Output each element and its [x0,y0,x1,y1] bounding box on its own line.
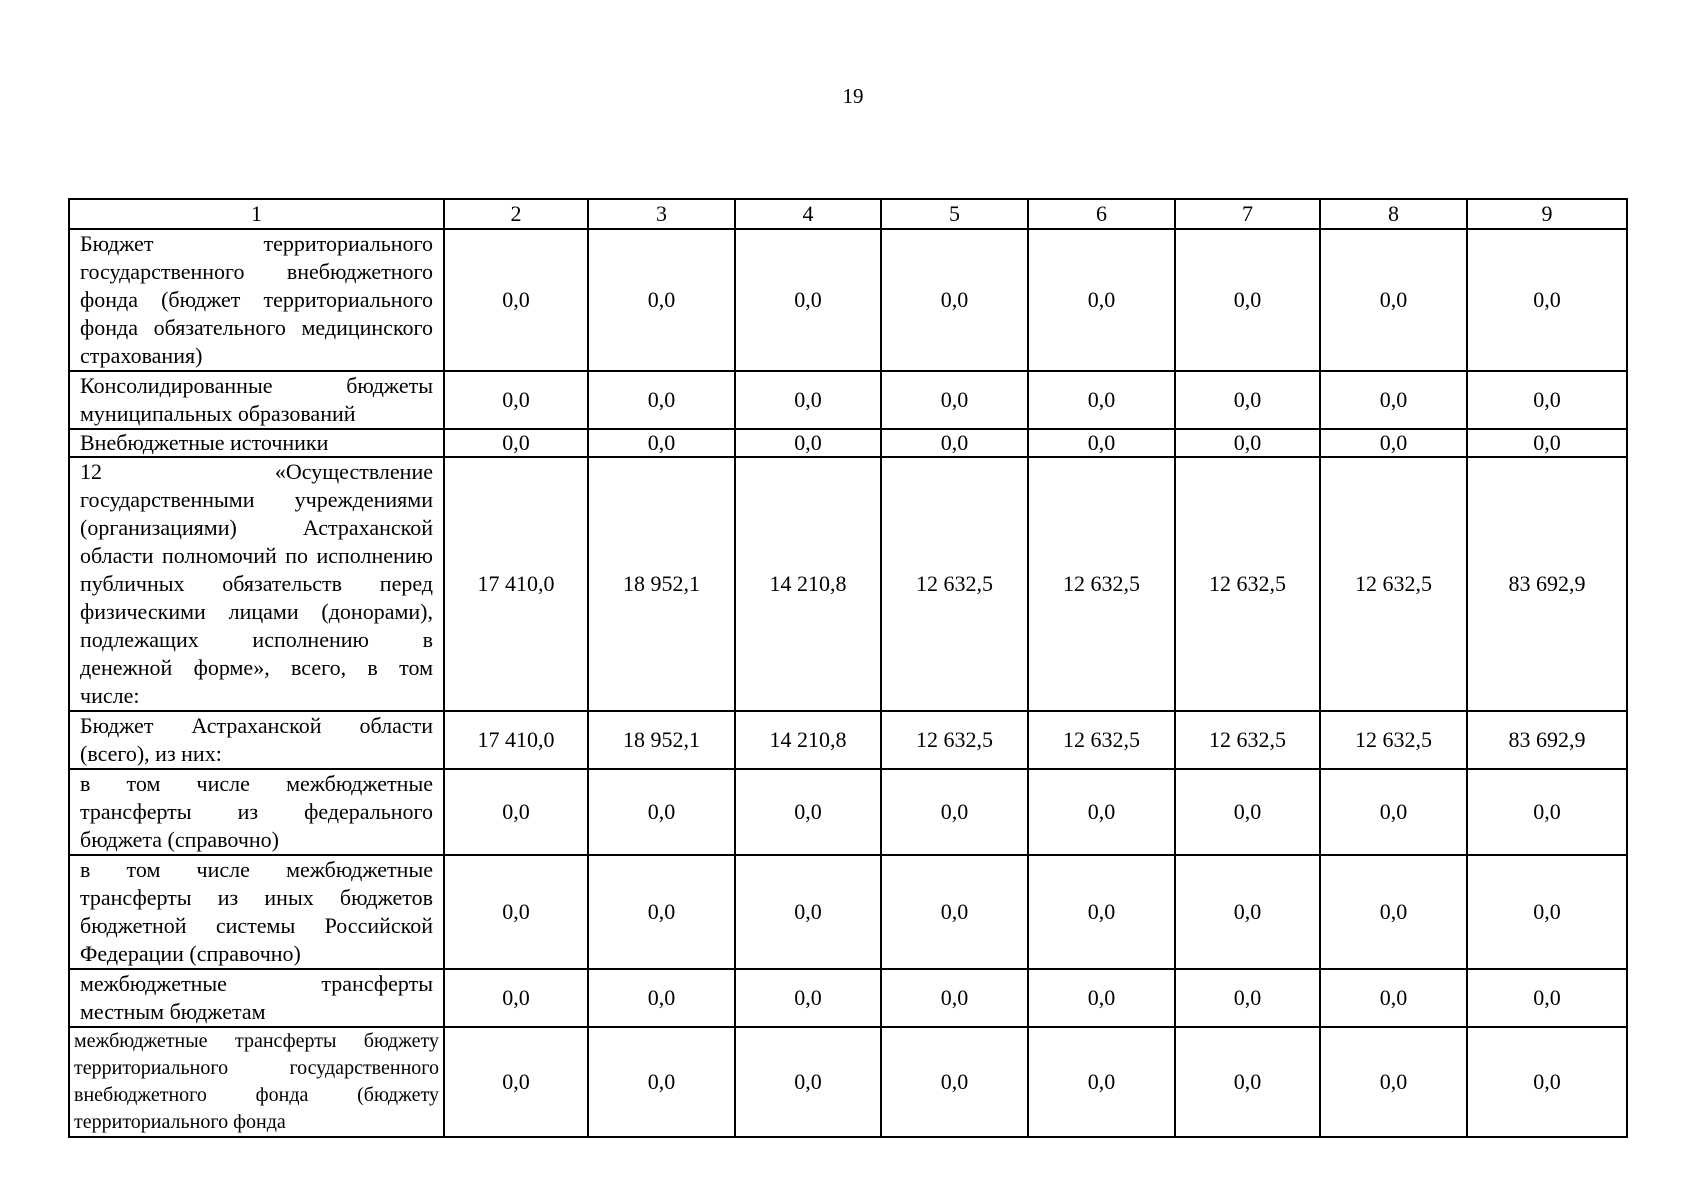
value-cell: 83 692,9 [1467,457,1627,711]
value-cell: 0,0 [1028,969,1175,1027]
value-cell: 0,0 [444,229,588,371]
value-cell: 0,0 [1175,969,1320,1027]
value-cell: 0,0 [735,229,881,371]
value-cell: 0,0 [444,429,588,457]
value-cell: 0,0 [735,371,881,429]
column-header-4: 4 [735,199,881,229]
table-row [69,855,1627,969]
value-cell: 18 952,1 [588,457,735,711]
value-cell: 0,0 [881,1027,1028,1137]
value-cell: 0,0 [1467,769,1627,855]
value-cell: 0,0 [1320,429,1467,457]
value-cell: 0,0 [588,229,735,371]
value-cell: 0,0 [588,371,735,429]
row-label: 12 «Осуществление государственными учреждениями (организациями) Астраханской области полномочий по исполнению публичных обязательств перед физическими лицами (донорами), подлежащих исполнению в денежной форме», всего, в том числе: [69,457,444,711]
value-cell: 0,0 [1467,371,1627,429]
value-cell: 0,0 [881,855,1028,969]
value-cell: 0,0 [1028,1027,1175,1137]
column-header-7: 7 [1175,199,1320,229]
value-cell: 0,0 [1320,969,1467,1027]
value-cell: 0,0 [881,429,1028,457]
value-cell: 0,0 [1175,429,1320,457]
value-cell: 0,0 [444,1027,588,1137]
column-header-2: 2 [444,199,588,229]
row-label: Бюджет Астраханской области (всего), из них: [69,711,444,769]
value-cell: 0,0 [1467,1027,1627,1137]
value-cell: 0,0 [444,371,588,429]
row-label: в том числе межбюджетные трансферты из федерального бюджета (справочно) [69,769,444,855]
table-row [69,969,1627,1027]
value-cell: 0,0 [881,969,1028,1027]
value-cell: 0,0 [1467,969,1627,1027]
value-cell: 0,0 [1467,229,1627,371]
value-cell: 0,0 [881,371,1028,429]
column-header-3: 3 [588,199,735,229]
value-cell: 0,0 [1175,769,1320,855]
value-cell: 12 632,5 [1320,457,1467,711]
table-row [69,429,1627,457]
column-header-5: 5 [881,199,1028,229]
value-cell: 12 632,5 [881,457,1028,711]
value-cell: 12 632,5 [1175,711,1320,769]
value-cell: 18 952,1 [588,711,735,769]
value-cell: 0,0 [1320,769,1467,855]
page-number: 19 [842,84,864,108]
value-cell: 0,0 [1028,229,1175,371]
value-cell: 0,0 [444,769,588,855]
table-header [69,199,1627,229]
row-label: межбюджетные трансферты бюджету территориального государственного внебюджетного фонда (бюджету территориального фонда [69,1027,444,1137]
value-cell: 0,0 [444,969,588,1027]
column-header-9: 9 [1467,199,1627,229]
value-cell: 0,0 [588,1027,735,1137]
value-cell: 0,0 [1175,229,1320,371]
column-header-8: 8 [1320,199,1467,229]
table-row [69,1027,1627,1137]
value-cell: 0,0 [1320,855,1467,969]
header-row [69,199,1627,229]
value-cell: 0,0 [1028,769,1175,855]
value-cell: 0,0 [1320,1027,1467,1137]
value-cell: 83 692,9 [1467,711,1627,769]
row-label: Внебюджетные источники [69,429,444,457]
row-label: в том числе межбюджетные трансферты из иных бюджетов бюджетной системы Российской Федерации (справочно) [69,855,444,969]
value-cell: 0,0 [1175,371,1320,429]
value-cell: 17 410,0 [444,711,588,769]
value-cell: 0,0 [735,855,881,969]
value-cell: 0,0 [1320,371,1467,429]
value-cell: 0,0 [735,429,881,457]
value-cell: 0,0 [588,969,735,1027]
table-row [69,711,1627,769]
value-cell: 0,0 [1028,371,1175,429]
value-cell: 0,0 [1175,1027,1320,1137]
value-cell: 0,0 [1467,855,1627,969]
value-cell: 0,0 [588,855,735,969]
value-cell: 0,0 [735,969,881,1027]
column-header-1: 1 [69,199,444,229]
row-label: Бюджет территориального государственного внебюджетного фонда (бюджет территориального фонда обязательного медицинского страхования) [69,229,444,371]
value-cell: 12 632,5 [881,711,1028,769]
value-cell: 12 632,5 [1175,457,1320,711]
value-cell: 12 632,5 [1028,457,1175,711]
table-row [69,371,1627,429]
value-cell: 0,0 [735,769,881,855]
value-cell: 0,0 [1028,429,1175,457]
value-cell: 0,0 [1320,229,1467,371]
row-label: Консолидированные бюджеты муниципальных образований [69,371,444,429]
row-label: межбюджетные трансферты местным бюджетам [69,969,444,1027]
value-cell: 0,0 [444,855,588,969]
column-header-6: 6 [1028,199,1175,229]
value-cell: 14 210,8 [735,457,881,711]
budget-table [68,198,1628,1138]
value-cell: 0,0 [1028,855,1175,969]
value-cell: 12 632,5 [1028,711,1175,769]
value-cell: 0,0 [588,769,735,855]
table-row [69,229,1627,371]
value-cell: 0,0 [735,1027,881,1137]
value-cell: 12 632,5 [1320,711,1467,769]
value-cell: 0,0 [1175,855,1320,969]
value-cell: 0,0 [881,229,1028,371]
table-row [69,769,1627,855]
value-cell: 0,0 [588,429,735,457]
table-body [69,229,1627,1137]
value-cell: 0,0 [881,769,1028,855]
table-row [69,457,1627,711]
value-cell: 0,0 [1467,429,1627,457]
value-cell: 14 210,8 [735,711,881,769]
value-cell: 17 410,0 [444,457,588,711]
